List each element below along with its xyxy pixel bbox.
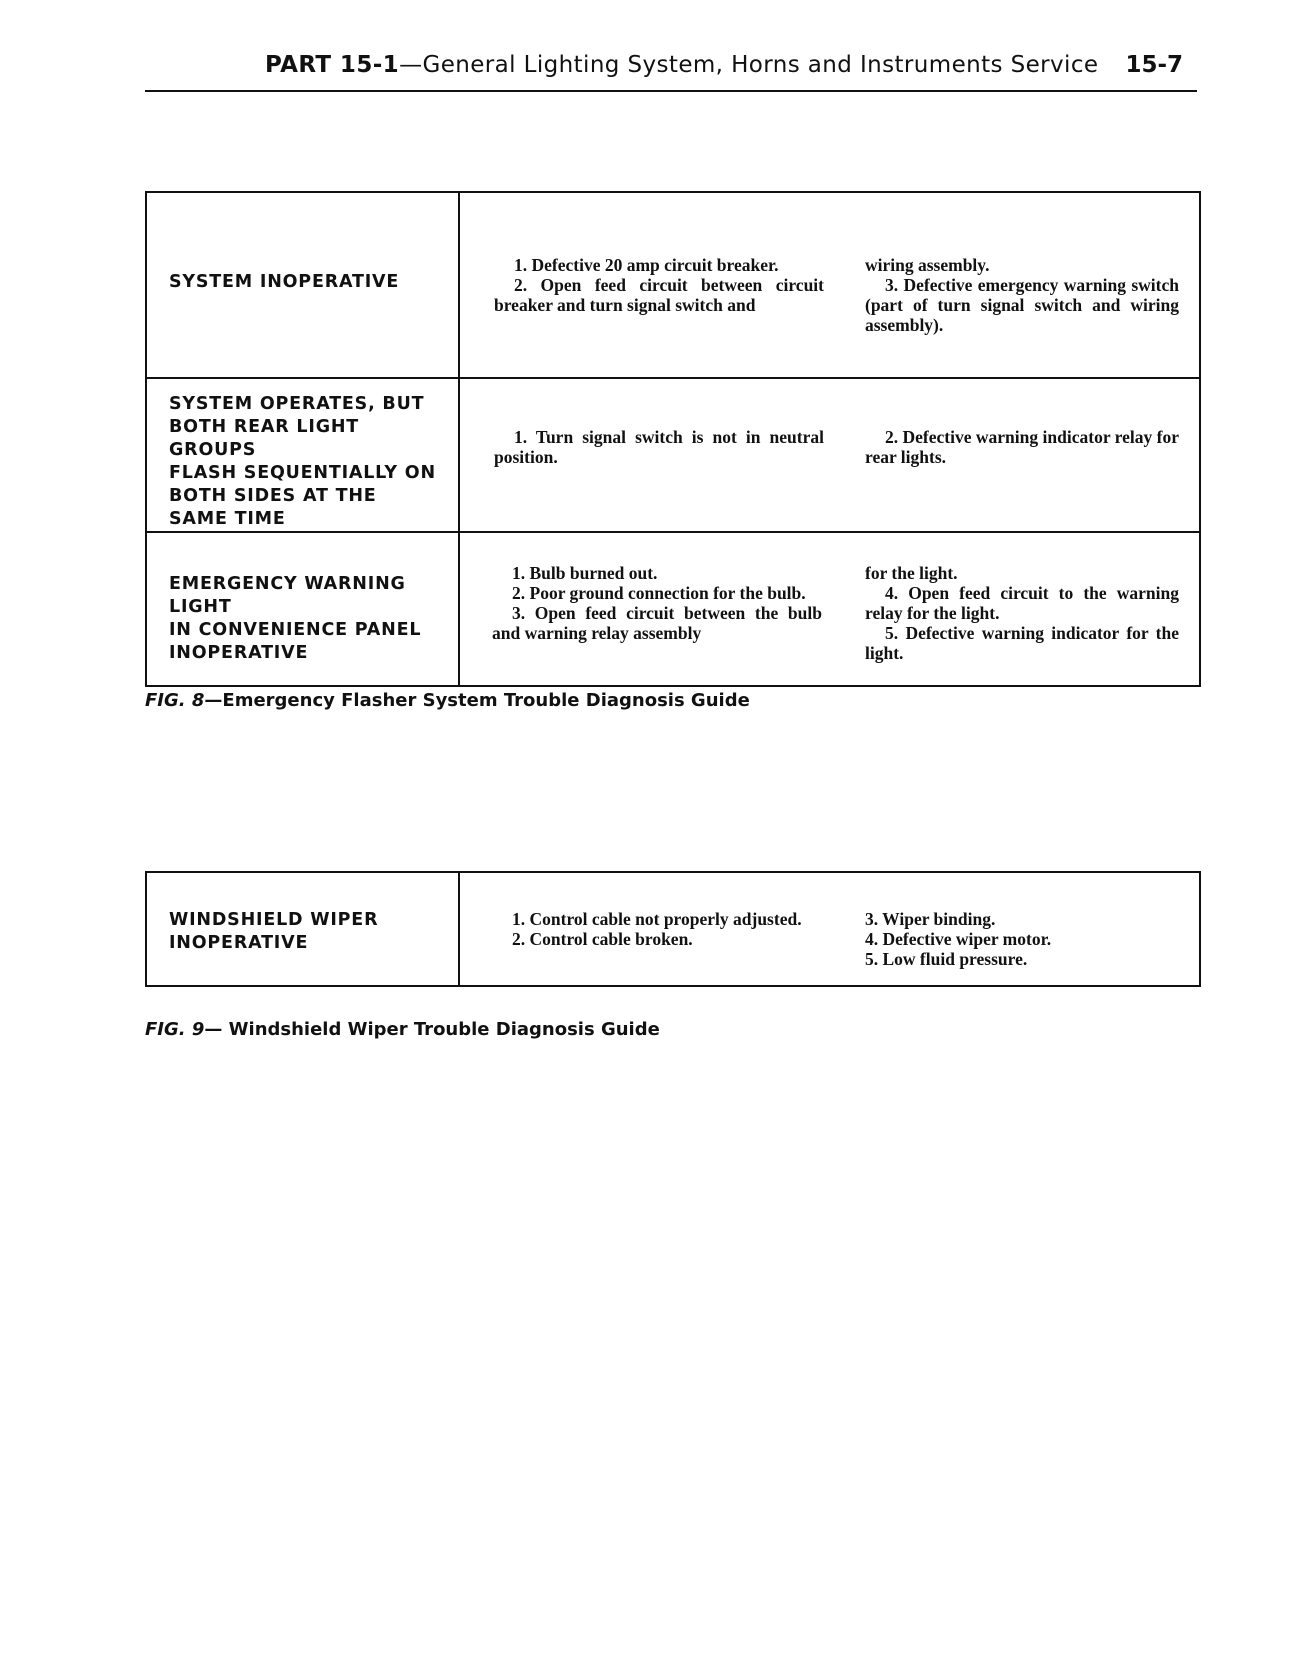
cause-item: 1. Defective 20 amp circuit breaker. [514,255,779,275]
causes-right-column [865,427,1179,467]
condition-line: FLASH SEQUENTIALLY ON [169,463,436,483]
condition-cell [146,532,459,686]
table-row [146,192,1200,378]
condition-line: BOTH REAR LIGHT GROUPS [169,417,360,460]
cause-item: 4. Open feed circuit to the warning relay for the light. [865,583,1179,623]
causes-right-column [865,909,1179,969]
part-title: —General Lighting System, Horns and Instruments Service [399,52,1099,78]
cause-item: 1. Control cable not properly adjusted. [512,909,802,929]
cause-item: 1. Bulb burned out. [512,563,658,583]
cause-item: 3. Wiper binding. [865,909,996,929]
page-number: 15-7 [1125,52,1183,78]
causes-left-column [494,255,824,335]
condition-line: INOPERATIVE [169,643,309,663]
cause-item: 2. Control cable broken. [512,929,693,949]
caption-text: — Windshield Wiper Trouble Diagnosis Guide [204,1019,660,1040]
condition-line: IN CONVENIENCE PANEL [169,620,422,640]
cause-item: 5. Defective warning indicator for the light. [865,623,1179,663]
cause-item: 2. Poor ground connection for the bulb. [512,583,806,603]
figure-9-caption [145,1019,660,1040]
causes-cell [459,378,1200,532]
part-number: PART 15-1 [265,52,400,78]
page-header [145,48,1197,92]
condition-cell [146,192,459,378]
condition-line: SYSTEM INOPERATIVE [169,272,400,292]
condition-line: INOPERATIVE [169,933,309,953]
condition-line: SAME TIME [169,509,286,529]
figure-label: FIG. 9 [145,1019,205,1040]
condition-cell [146,872,459,986]
windshield-wiper-diagnosis-table [145,871,1201,987]
cause-item: 3. Open feed circuit between the bulb and warning relay assembly [492,603,822,643]
cause-item: 5. Low fluid pressure. [865,949,1028,969]
causes-left-column [492,909,822,969]
table-row [146,532,1200,686]
emergency-flasher-diagnosis-table [145,191,1201,687]
table-row [146,872,1200,986]
figure-8-caption [145,690,750,711]
condition-line: SYSTEM OPERATES, BUT [169,394,425,414]
cause-item: for the light. [865,563,958,583]
figure-label: FIG. 8 [145,690,205,711]
cause-item: 2. Open feed circuit between circuit breaker and turn signal switch and [494,275,824,315]
causes-cell [459,192,1200,378]
cause-item: wiring assembly. [865,255,990,275]
causes-cell [459,532,1200,686]
cause-item: 2. Defective warning indicator relay for rear lights. [865,427,1179,467]
condition-line: BOTH SIDES AT THE [169,486,377,506]
condition-cell [146,378,459,532]
cause-item: 3. Defective emergency warning switch (part of turn signal switch and wiring assembly). [865,275,1179,335]
condition-line: EMERGENCY WARNING LIGHT [169,574,406,617]
cause-item: 1. Turn signal switch is not in neutral position. [494,427,824,467]
page-title [265,52,1098,78]
causes-cell [459,872,1200,986]
table-row [146,378,1200,532]
causes-right-column [865,255,1179,335]
causes-left-column [494,427,824,467]
condition-line: WINDSHIELD WIPER [169,910,379,930]
causes-left-column [492,563,822,663]
caption-text: —Emergency Flasher System Trouble Diagnosis Guide [204,690,750,711]
cause-item: 4. Defective wiper motor. [865,929,1052,949]
causes-right-column [865,563,1179,663]
